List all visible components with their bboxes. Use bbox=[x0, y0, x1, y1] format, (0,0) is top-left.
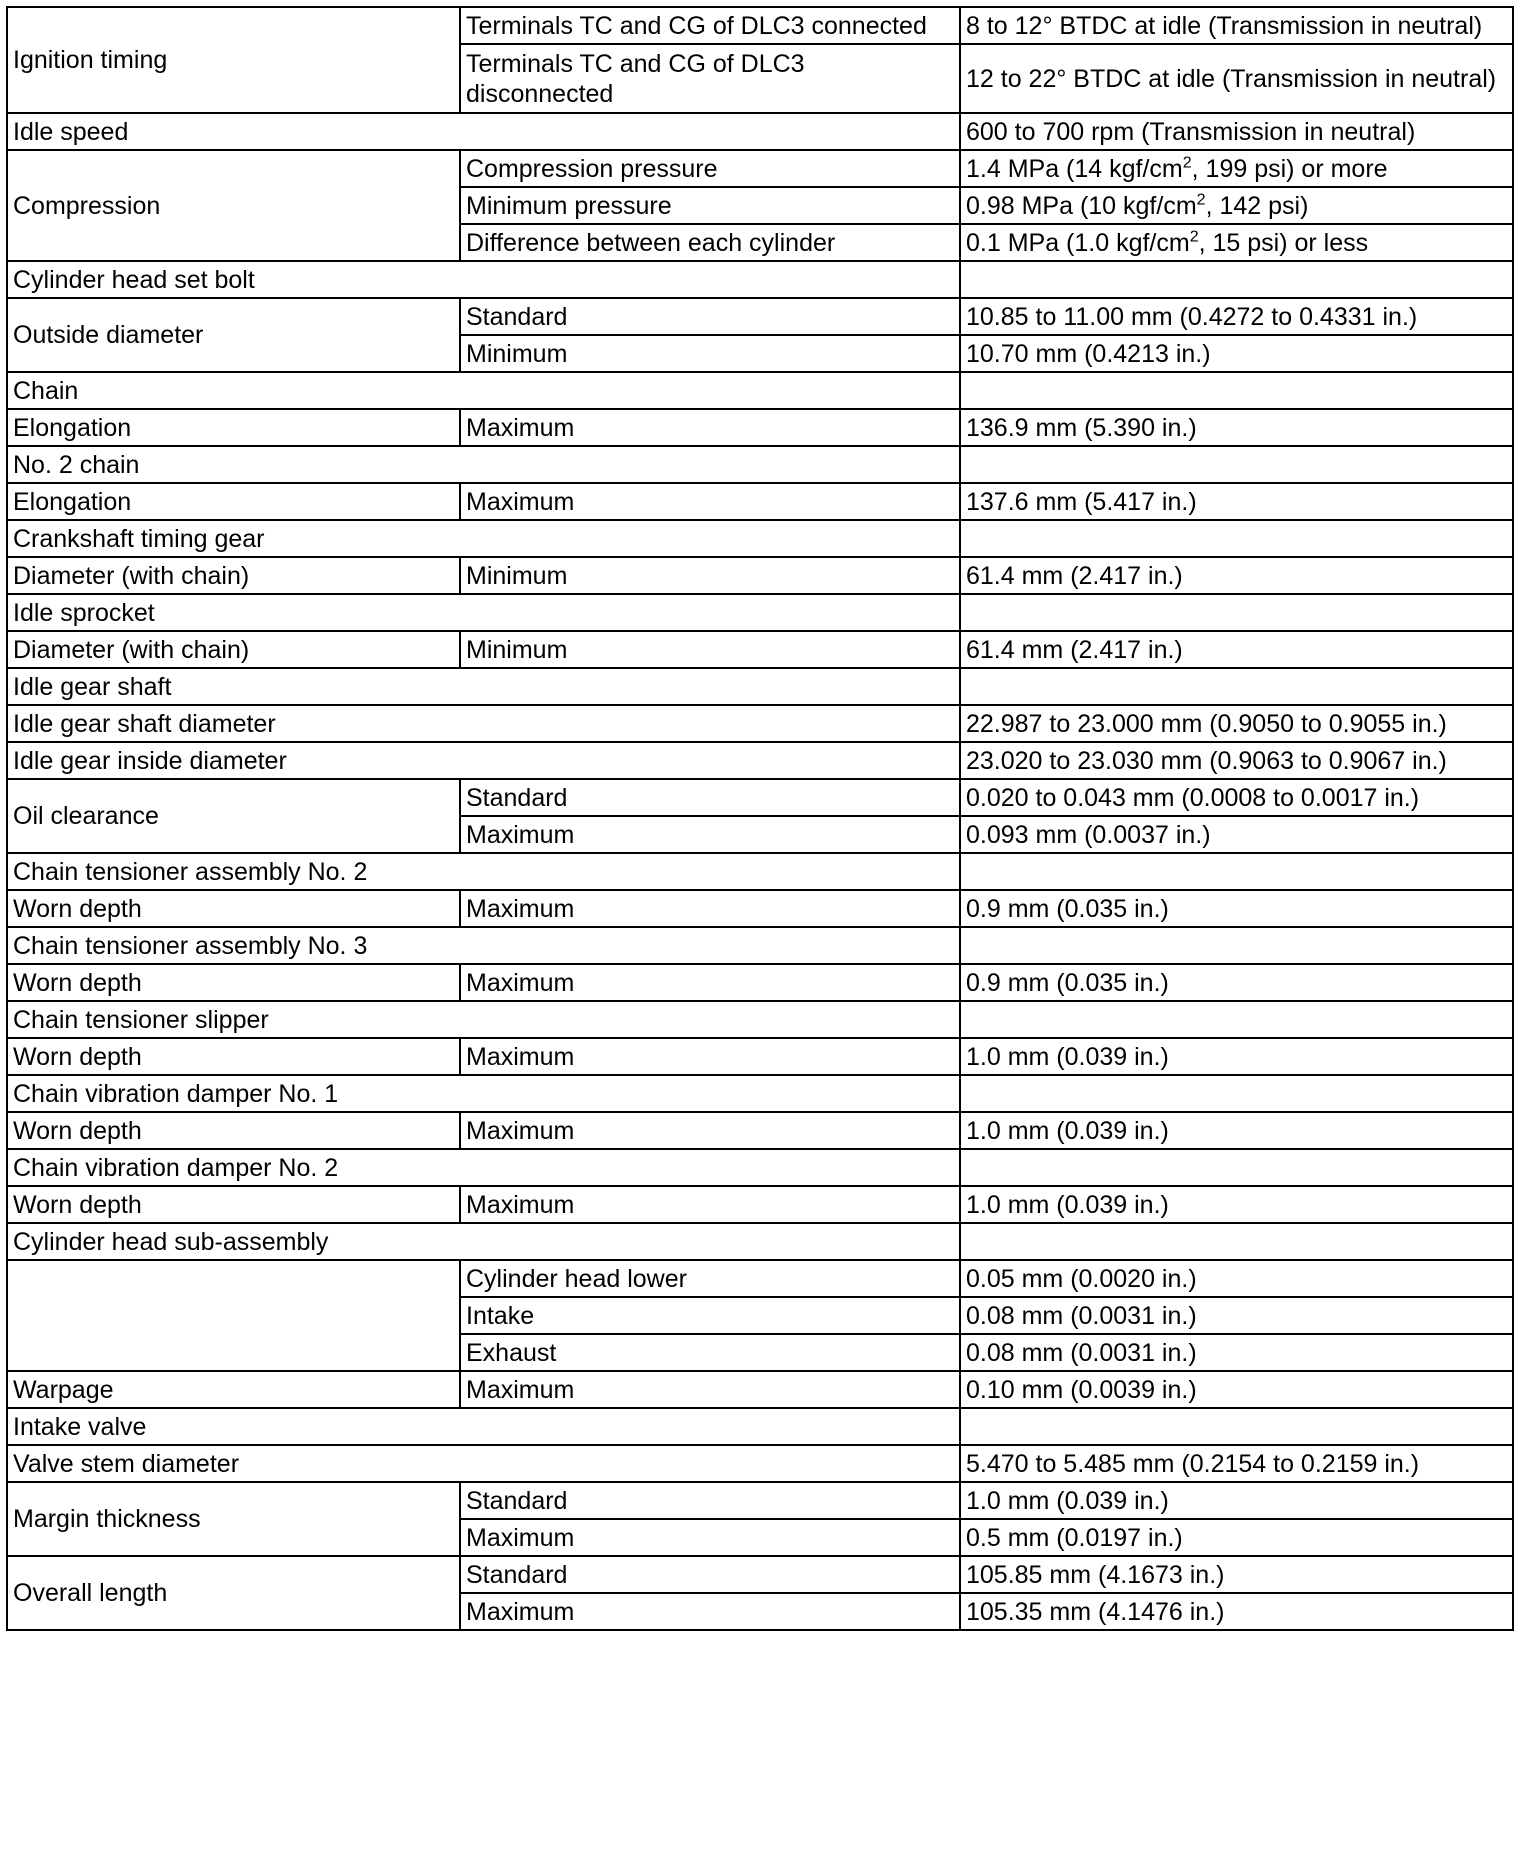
cell-text: Chain tensioner slipper bbox=[13, 1005, 269, 1034]
cell-text: 600 to 700 rpm (Transmission in neutral) bbox=[966, 117, 1416, 146]
table-cell bbox=[460, 1297, 960, 1334]
cell-text: Chain bbox=[13, 376, 79, 405]
table-cell bbox=[460, 1482, 960, 1519]
cell-text: 61.4 mm (2.417 in.) bbox=[966, 561, 1183, 590]
table-cell bbox=[460, 557, 960, 594]
table-row bbox=[7, 1371, 1513, 1408]
table-cell bbox=[460, 298, 960, 335]
cell-text: Maximum bbox=[466, 894, 575, 923]
table-cell bbox=[960, 1556, 1513, 1593]
table-row bbox=[7, 742, 1513, 779]
cell-text: Idle speed bbox=[13, 117, 129, 146]
table-cell bbox=[7, 1223, 960, 1260]
table-row bbox=[7, 927, 1513, 964]
table-cell bbox=[7, 890, 460, 927]
table-row bbox=[7, 409, 1513, 446]
table-cell bbox=[460, 816, 960, 853]
table-cell bbox=[460, 409, 960, 446]
table-cell bbox=[460, 1038, 960, 1075]
table-row bbox=[7, 1001, 1513, 1038]
table-row bbox=[7, 1149, 1513, 1186]
table-row bbox=[7, 779, 1513, 816]
table-cell bbox=[960, 261, 1513, 298]
cell-text: Maximum bbox=[466, 1116, 575, 1145]
table-cell bbox=[7, 1186, 460, 1223]
cell-text: Worn depth bbox=[13, 894, 142, 923]
table-cell bbox=[960, 335, 1513, 372]
cell-text: 10.70 mm (0.4213 in.) bbox=[966, 339, 1211, 368]
table-row bbox=[7, 1482, 1513, 1519]
table-cell bbox=[960, 742, 1513, 779]
table-cell bbox=[7, 1482, 460, 1556]
cell-text: Ignition timing bbox=[13, 46, 168, 74]
table-cell bbox=[960, 44, 1513, 113]
table-cell bbox=[960, 1186, 1513, 1223]
cell-text: 12 to 22° BTDC at idle (Transmission in neutral) bbox=[966, 65, 1497, 93]
cell-text: 1.0 mm (0.039 in.) bbox=[966, 1042, 1169, 1071]
cell-text: 105.85 mm (4.1673 in.) bbox=[966, 1560, 1225, 1589]
table-row bbox=[7, 372, 1513, 409]
table-cell bbox=[7, 1149, 960, 1186]
table-cell bbox=[460, 1556, 960, 1593]
cell-text: , 199 psi) or more bbox=[1191, 154, 1388, 183]
cell-text: Chain tensioner assembly No. 3 bbox=[13, 931, 368, 960]
table-cell bbox=[960, 1223, 1513, 1260]
table-cell bbox=[960, 1408, 1513, 1445]
table-cell bbox=[460, 224, 960, 261]
table-cell bbox=[460, 1593, 960, 1630]
cell-text: Standard bbox=[466, 1560, 568, 1589]
cell-text: No. 2 chain bbox=[13, 450, 140, 479]
table-cell bbox=[7, 1075, 960, 1112]
table-cell bbox=[7, 150, 460, 261]
cell-text: Minimum bbox=[466, 339, 568, 368]
cell-text: Standard bbox=[466, 302, 568, 331]
cell-text: Terminals TC and CG of DLC3 connected bbox=[466, 11, 927, 40]
cell-text: 137.6 mm (5.417 in.) bbox=[966, 487, 1197, 516]
table-cell bbox=[7, 409, 460, 446]
cell-text: Standard bbox=[466, 1486, 568, 1515]
table-row bbox=[7, 7, 1513, 44]
cell-text: Margin thickness bbox=[13, 1505, 201, 1533]
table-cell bbox=[960, 1260, 1513, 1297]
table-row bbox=[7, 557, 1513, 594]
cell-text: 105.35 mm (4.1476 in.) bbox=[966, 1597, 1225, 1626]
table-cell bbox=[7, 520, 960, 557]
table-cell bbox=[7, 705, 960, 742]
specification-table bbox=[6, 6, 1514, 1631]
table-cell bbox=[460, 1334, 960, 1371]
table-cell bbox=[7, 113, 960, 150]
table-cell bbox=[7, 631, 460, 668]
table-cell bbox=[7, 298, 460, 372]
table-cell bbox=[7, 1038, 460, 1075]
cell-text: 8 to 12° BTDC at idle (Transmission in neutral) bbox=[966, 11, 1483, 40]
table-row bbox=[7, 1556, 1513, 1593]
table-row bbox=[7, 1223, 1513, 1260]
table-cell bbox=[7, 668, 960, 705]
table-row bbox=[7, 964, 1513, 1001]
table-cell bbox=[960, 816, 1513, 853]
cell-text: Chain tensioner assembly No. 2 bbox=[13, 857, 368, 886]
cell-text: Diameter (with chain) bbox=[13, 635, 250, 664]
cell-text: , 142 psi) bbox=[1205, 191, 1309, 220]
table-row bbox=[7, 1186, 1513, 1223]
table-cell bbox=[960, 890, 1513, 927]
cell-text: Worn depth bbox=[13, 968, 142, 997]
cell-text: Maximum bbox=[466, 968, 575, 997]
table-cell bbox=[960, 594, 1513, 631]
cell-text: Minimum bbox=[466, 635, 568, 664]
cell-text: Idle gear inside diameter bbox=[13, 746, 287, 775]
table-cell bbox=[7, 1445, 960, 1482]
cell-text: Exhaust bbox=[466, 1338, 557, 1367]
table-cell bbox=[7, 557, 460, 594]
cell-text: Crankshaft timing gear bbox=[13, 524, 265, 553]
cell-text: Worn depth bbox=[13, 1042, 142, 1071]
table-cell bbox=[7, 1371, 460, 1408]
table-cell bbox=[960, 113, 1513, 150]
cell-text: Worn depth bbox=[13, 1116, 142, 1145]
cell-text: Standard bbox=[466, 783, 568, 812]
table-cell bbox=[7, 964, 460, 1001]
cell-text: 0.9 mm (0.035 in.) bbox=[966, 894, 1169, 923]
cell-text: 0.020 to 0.043 mm (0.0008 to 0.0017 in.) bbox=[966, 783, 1420, 812]
table-cell bbox=[960, 409, 1513, 446]
table-cell bbox=[460, 483, 960, 520]
table-cell bbox=[7, 927, 960, 964]
table-cell bbox=[960, 631, 1513, 668]
cell-text: Maximum bbox=[466, 413, 575, 442]
table-cell bbox=[7, 1001, 960, 1038]
cell-text: 1.0 mm (0.039 in.) bbox=[966, 1486, 1169, 1515]
cell-text: Idle gear shaft diameter bbox=[13, 709, 276, 738]
table-cell bbox=[960, 668, 1513, 705]
table-cell bbox=[460, 779, 960, 816]
table-cell bbox=[460, 964, 960, 1001]
table-cell bbox=[460, 335, 960, 372]
cell-text: Worn depth bbox=[13, 1190, 142, 1219]
table-cell bbox=[960, 927, 1513, 964]
table-row bbox=[7, 261, 1513, 298]
table-cell bbox=[960, 298, 1513, 335]
table-cell bbox=[460, 7, 960, 44]
table-cell bbox=[960, 1371, 1513, 1408]
table-row bbox=[7, 150, 1513, 187]
cell-text: Intake bbox=[466, 1301, 535, 1330]
table-cell bbox=[7, 372, 960, 409]
cell-text: Maximum bbox=[466, 1190, 575, 1219]
table-cell bbox=[460, 631, 960, 668]
table-cell bbox=[960, 150, 1513, 187]
table-cell bbox=[960, 1482, 1513, 1519]
cell-text: Maximum bbox=[466, 1597, 575, 1626]
cell-text: Maximum bbox=[466, 1375, 575, 1404]
table-row bbox=[7, 1038, 1513, 1075]
table-row bbox=[7, 298, 1513, 335]
table-cell bbox=[7, 853, 960, 890]
table-row bbox=[7, 853, 1513, 890]
table-cell bbox=[960, 1519, 1513, 1556]
superscript-exponent: 2 bbox=[1189, 228, 1199, 246]
cell-text: Outside diameter bbox=[13, 321, 204, 349]
table-cell bbox=[960, 187, 1513, 224]
cell-text: Intake valve bbox=[13, 1412, 147, 1441]
table-cell bbox=[960, 1593, 1513, 1630]
cell-text: Overall length bbox=[13, 1579, 168, 1607]
cell-text: 0.10 mm (0.0039 in.) bbox=[966, 1375, 1197, 1404]
cell-text: 1.0 mm (0.039 in.) bbox=[966, 1116, 1169, 1145]
cell-text: 0.9 mm (0.035 in.) bbox=[966, 968, 1169, 997]
cell-text: 0.5 mm (0.0197 in.) bbox=[966, 1523, 1183, 1552]
table-cell bbox=[7, 779, 460, 853]
cell-text: 22.987 to 23.000 mm (0.9050 to 0.9055 in.) bbox=[966, 709, 1447, 738]
table-row bbox=[7, 446, 1513, 483]
table-cell bbox=[960, 1334, 1513, 1371]
table-cell bbox=[460, 1260, 960, 1297]
table-cell bbox=[960, 1001, 1513, 1038]
table-row bbox=[7, 1408, 1513, 1445]
cell-text: Diameter (with chain) bbox=[13, 561, 250, 590]
table-cell bbox=[460, 1186, 960, 1223]
table-cell bbox=[460, 44, 960, 113]
cell-text: Valve stem diameter bbox=[13, 1449, 240, 1478]
cell-text: Maximum bbox=[466, 1042, 575, 1071]
cell-text: Idle sprocket bbox=[13, 598, 155, 627]
table-cell bbox=[7, 1408, 960, 1445]
cell-text: Maximum bbox=[466, 820, 575, 849]
table-cell bbox=[960, 1038, 1513, 1075]
cell-text: Compression pressure bbox=[466, 154, 718, 183]
table-cell bbox=[960, 224, 1513, 261]
cell-text: 61.4 mm (2.417 in.) bbox=[966, 635, 1183, 664]
table-row bbox=[7, 1260, 1513, 1297]
cell-text: Minimum bbox=[466, 561, 568, 590]
table-cell bbox=[960, 557, 1513, 594]
table-cell bbox=[960, 1112, 1513, 1149]
table-row bbox=[7, 483, 1513, 520]
cell-text: 1.0 mm (0.039 in.) bbox=[966, 1190, 1169, 1219]
cell-text: 0.98 MPa (10 kgf/cm bbox=[966, 191, 1197, 220]
table-cell bbox=[960, 1149, 1513, 1186]
table-cell bbox=[960, 1297, 1513, 1334]
table-cell bbox=[7, 1260, 460, 1371]
table-cell bbox=[960, 964, 1513, 1001]
table-cell bbox=[7, 483, 460, 520]
table-cell bbox=[7, 742, 960, 779]
cell-text: Warpage bbox=[13, 1375, 114, 1404]
cell-text: , 15 psi) or less bbox=[1198, 228, 1369, 257]
table-cell bbox=[460, 1519, 960, 1556]
cell-text: Chain vibration damper No. 1 bbox=[13, 1079, 339, 1108]
table-row bbox=[7, 1075, 1513, 1112]
cell-text: 0.08 mm (0.0031 in.) bbox=[966, 1338, 1197, 1367]
cell-text: Elongation bbox=[13, 487, 132, 516]
table-cell bbox=[960, 520, 1513, 557]
table-cell bbox=[460, 1371, 960, 1408]
cell-text: Cylinder head set bolt bbox=[13, 265, 255, 294]
table-cell bbox=[960, 483, 1513, 520]
cell-text: Minimum pressure bbox=[466, 191, 672, 220]
table-row bbox=[7, 594, 1513, 631]
table-cell bbox=[960, 1075, 1513, 1112]
table-row bbox=[7, 1112, 1513, 1149]
table-row bbox=[7, 705, 1513, 742]
cell-text: 23.020 to 23.030 mm (0.9063 to 0.9067 in.) bbox=[966, 746, 1447, 775]
table-cell bbox=[7, 446, 960, 483]
cell-text: Difference between each cylinder bbox=[466, 228, 836, 257]
cell-text: 0.08 mm (0.0031 in.) bbox=[966, 1301, 1197, 1330]
cell-text: 1.4 MPa (14 kgf/cm bbox=[966, 154, 1183, 183]
cell-text: 0.093 mm (0.0037 in.) bbox=[966, 820, 1211, 849]
table-cell bbox=[960, 446, 1513, 483]
table-cell bbox=[960, 779, 1513, 816]
cell-text: Cylinder head sub-assembly bbox=[13, 1227, 329, 1256]
cell-text: Maximum bbox=[466, 487, 575, 516]
table-row bbox=[7, 668, 1513, 705]
table-cell bbox=[460, 187, 960, 224]
table-cell bbox=[7, 594, 960, 631]
superscript-exponent: 2 bbox=[1196, 191, 1206, 209]
table-row bbox=[7, 890, 1513, 927]
table-row bbox=[7, 520, 1513, 557]
cell-text: 0.05 mm (0.0020 in.) bbox=[966, 1264, 1197, 1293]
cell-text: Elongation bbox=[13, 413, 132, 442]
table-cell bbox=[960, 705, 1513, 742]
cell-text: Oil clearance bbox=[13, 802, 159, 830]
table-cell bbox=[7, 261, 960, 298]
table-cell bbox=[960, 853, 1513, 890]
cell-text: Chain vibration damper No. 2 bbox=[13, 1153, 339, 1182]
cell-text: 10.85 to 11.00 mm (0.4272 to 0.4331 in.) bbox=[966, 302, 1418, 331]
cell-text: Cylinder head lower bbox=[466, 1264, 687, 1293]
table-cell bbox=[460, 890, 960, 927]
superscript-exponent: 2 bbox=[1182, 154, 1192, 172]
cell-text: 136.9 mm (5.390 in.) bbox=[966, 413, 1197, 442]
cell-text: Idle gear shaft bbox=[13, 672, 172, 701]
cell-text: Maximum bbox=[466, 1523, 575, 1552]
cell-text: Compression bbox=[13, 191, 161, 220]
table-cell bbox=[960, 372, 1513, 409]
cell-text: Terminals TC and CG of DLC3 disconnected bbox=[466, 50, 805, 108]
table-cell bbox=[460, 1112, 960, 1149]
table-cell bbox=[960, 7, 1513, 44]
cell-text: 0.1 MPa (1.0 kgf/cm bbox=[966, 228, 1190, 257]
table-cell bbox=[960, 1445, 1513, 1482]
table-row bbox=[7, 1445, 1513, 1482]
table-row bbox=[7, 113, 1513, 150]
cell-text: 5.470 to 5.485 mm (0.2154 to 0.2159 in.) bbox=[966, 1449, 1420, 1478]
table-row bbox=[7, 631, 1513, 668]
specification-table-body bbox=[7, 7, 1513, 1630]
table-cell bbox=[7, 7, 460, 113]
table-cell bbox=[7, 1556, 460, 1630]
table-cell bbox=[7, 1112, 460, 1149]
table-cell bbox=[460, 150, 960, 187]
